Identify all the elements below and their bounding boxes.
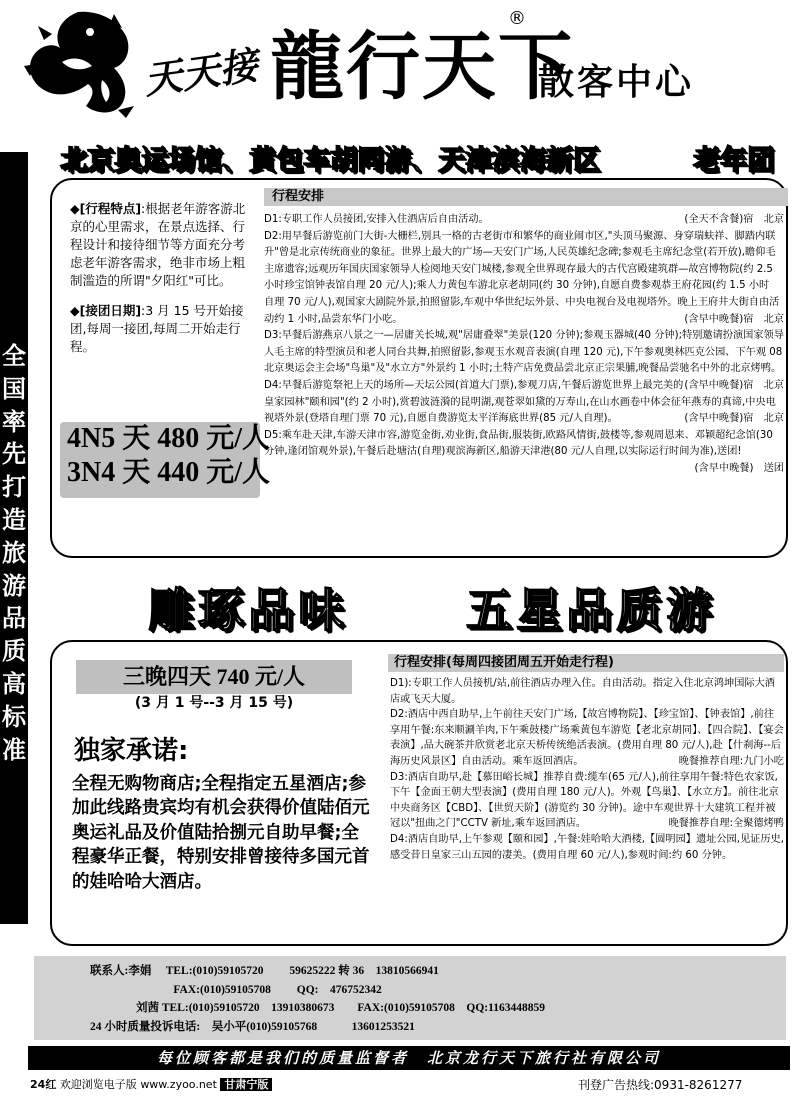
itinerary-day-meal: 晚餐推荐自理:全聚德烤鸭	[668, 818, 784, 830]
itinerary-day-text: D3:酒店自助早,赴【慕田峪长城】推荐自费:缆车(65 元/人),前往享用午餐:特色农家饭,下午【金面王朝大型表演】(费用自理 180 元/人)。外观【鸟巢】、【水立方】。前往北京中央商务区【CBD】、【世贸天阶】(游览约 30 分钟)。途中车观世界十大建筑工程并被冠以"扭曲之门"CCTV 新址,乘车返回酒店。	[390, 771, 779, 830]
promise-title: 独家承诺:	[74, 736, 189, 766]
page-number: 24	[30, 1078, 46, 1091]
itinerary-day-meal: (含早中晚餐)宿 北京	[684, 413, 784, 425]
itinerary-day-meal: (含早中晚餐)宿 北京	[684, 313, 784, 325]
slogan: 天天接	[141, 42, 261, 103]
itinerary-day-text: D4:酒店自助早,上午参观【颐和园】,午餐:娃哈哈大酒楼,【圆明园】遗址公园,见证历史,感受昔日皇家三山五园的凄美。(费用自理 60 元/人),参观时间:约 60 分钟。	[390, 833, 784, 861]
sidebar-slogan-text: 全国率先打造旅游品质高标准	[2, 342, 26, 764]
itinerary-day-text: D1:专职工作人员接团,安排入住酒店后自由活动。	[264, 214, 489, 225]
dates-heading: ◆[接团日期]	[70, 303, 142, 318]
itinerary-day-meal: (全天不含餐)宿 北京	[684, 214, 784, 225]
promise-text: 全程无购物商店;全程指定五星酒店;参加此线路贵宾均有机会获得价值陆佰元奥运礼品及价值陆拾捌元自助早餐;全程豪华正餐，特别安排曾接待多国元首的娃哈哈大酒店。	[72, 774, 370, 892]
section1-features	[70, 200, 248, 356]
itinerary-day	[390, 676, 784, 707]
dragon-logo-icon	[18, 6, 138, 118]
itinerary-day-text: D2:用早餐后游览前门大街-大栅栏,别具一格的古老街市和繁华的商业闹市区,"头顶马聚源、身穿瑞蚨祥、脚踏内联升"曾是北京传统商业的象征。世界上最大的广场—天安门广场,人民英雄纪念碑;参观毛主席纪念堂(若开放),瞻仰毛主席遗容;远观历年国庆国家领导人检阅地天安门城楼,参观全世界现存最大的古代宫殿建筑群—故宫博物院(约 2.5 小时珍宝馆钟表馆自理 20 元/人);乘人力黄包车游北京老胡同(约 30 分钟),自愿自费参观恭王府花园(约 1.5 小时 自理 70 元/人),观国家大剧院外景,拍照留影,车观中华世纪坛外景、中央电视台及电视塔外。晚上王府井大街自由活动约 1 小时,品尝东华门小吃。	[264, 230, 780, 325]
contact-line-1: 联系人:李娟 TEL:(010)59105720 59625222 转 36 13810566941	[90, 965, 439, 977]
dates-block	[70, 302, 248, 356]
itinerary-day-text: D2:酒店中西自助早,上午前往天安门广场,【故宫博物院】、【珍宝馆】、【钟表馆】,前往享用午餐:东来顺涮羊肉,下午乘鼓楼广场乘黄包车游览【老北京胡同】、【四合院】、【宴会表演】,品大碗茶并欣赏老北京天桥传统绝活表演。(费用自理 80 元/人),赴【什刹海--后海历史风景区】自由活动。乘车返回酒店。	[390, 709, 784, 767]
section2-itinerary	[390, 676, 784, 863]
footer-left	[30, 1076, 272, 1094]
section2-itinerary-heading: 行程安排(每周四接团周五开始走行程)	[388, 654, 784, 672]
itinerary-day-text: D1):专职工作人员接机/站,前往酒店办理入住。自由活动。指定入住北京鸿坤国际大酒店或飞天大厦。	[390, 678, 775, 705]
browse-text: 欢迎浏览电子版	[59, 1078, 137, 1091]
price-5-days: 4N5 天 480 元/人	[67, 423, 271, 454]
itinerary-day	[390, 770, 784, 832]
dates-text: :3 月 15 号开始接团,每周一接团,每周二开始走行程。	[70, 303, 244, 354]
itinerary-day	[264, 212, 784, 229]
section2-title-b: 五星品质游	[466, 583, 716, 637]
contact-line-4: 24 小时质量投诉电话: 吴小平(010)59105768 13601253521	[90, 1020, 415, 1033]
price-4-days: 3N4 天 440 元/人	[67, 457, 271, 488]
contact-info	[90, 962, 545, 1036]
page-tag: 红	[45, 1078, 57, 1091]
section2-title-a: 雕琢品味	[148, 583, 348, 637]
footer-banner: 每位顾客都是我们的质量监督者 北京龙行天下旅行社有限公司	[28, 1046, 790, 1070]
site-link[interactable]: www.zyoo.net	[140, 1078, 217, 1091]
section1-itinerary-heading: 行程安排	[264, 188, 788, 206]
itinerary-day	[264, 328, 784, 391]
section1-itinerary	[264, 212, 784, 478]
registered-mark: ®	[508, 8, 526, 29]
itinerary-day	[390, 832, 784, 863]
itinerary-day-meal: (含早中晚餐) 送团	[694, 462, 784, 474]
itinerary-day	[264, 428, 784, 474]
features-text: :根据老年游客游北京的心里需求，在景点选择、行程设计和接待细节等方面充分考虑老年游客需求，绝非市场上粗制滥造的所谓"夕阳红"可比。	[70, 201, 246, 288]
contact-line-3: 刘茜 TEL:(010)59105720 13910380673 FAX:(010)59105708 QQ:1163448859	[90, 1002, 545, 1014]
section1-title: 北京奥运场馆、黄包车胡同游、天津滨海新区	[60, 145, 600, 176]
center-name: 散客中心	[538, 61, 695, 103]
section1-tag: 老年团	[693, 145, 774, 176]
itinerary-day-text: D4:早餐后游览祭祀上天的场所—天坛公园(首道大门票),参观刀店,午餐后游览世界上最完美的皇家园林"颐和园"(约 2 小时),赏碧波涟漪的昆明湖,观苍翠如黛的万寿山,在山水画卷中体会征年燕寿的真谛,中央电视塔外景(登塔自理门票 70 元),自愿自费游览太平洋海底世界(85 元/人自理)。	[264, 379, 776, 425]
itinerary-day-text: D3:早餐后游燕京八景之一—居庸关长城,观"居庸叠翠"美景(120 分钟);参观玉器城(40 分钟);特别邀请扮演国家领导人毛主席的特型演员和老人同台共舞,拍照留影,参观玉水观音表演(自理 120 元),下午参观奥林匹克公园、下午观 08 北京奥运会主会场"鸟巢"及"水立方"外景约 1 小时;土特产店免费品尝北京正宗果脯,晚餐品尝驰名中外的北京烤鸭。	[264, 330, 784, 375]
section2-price: 三晚四天 740 元/人	[76, 660, 352, 694]
section1-price-box	[60, 422, 271, 498]
itinerary-day-meal: 晚餐推荐自理:九门小吃	[678, 755, 784, 767]
features-block	[70, 200, 248, 290]
contact-line-2: FAX:(010)59105708 QQ: 476752342	[90, 983, 382, 996]
section2-price-date: (3 月 1 号--3 月 15 号)	[134, 695, 294, 711]
itinerary-day-meal: (含早中晚餐)宿 北京	[684, 379, 784, 391]
ad-hotline: 刊登广告热线:0931-8261277	[578, 1078, 743, 1092]
itinerary-day	[264, 229, 784, 329]
itinerary-day-text: D5:乘车赴天津,车游天津市容,游览金街,劝业街,食品街,服装街,欧路风情街,鼓楼等,参观周恩来、邓颖超纪念馆(30 分钟,逢闭馆观外景),午餐后赴塘沽(自理)观滨海新区,船游天津港(80 元/人自理,以实际运行时间为准),送团!	[264, 429, 773, 458]
sidebar-slogan	[0, 340, 28, 766]
features-heading: ◆[行程特点]	[70, 201, 142, 216]
brand-name: 龍行天下	[270, 24, 574, 110]
edition-badge: 甘肃宁版	[220, 1078, 272, 1091]
itinerary-day	[390, 707, 784, 769]
